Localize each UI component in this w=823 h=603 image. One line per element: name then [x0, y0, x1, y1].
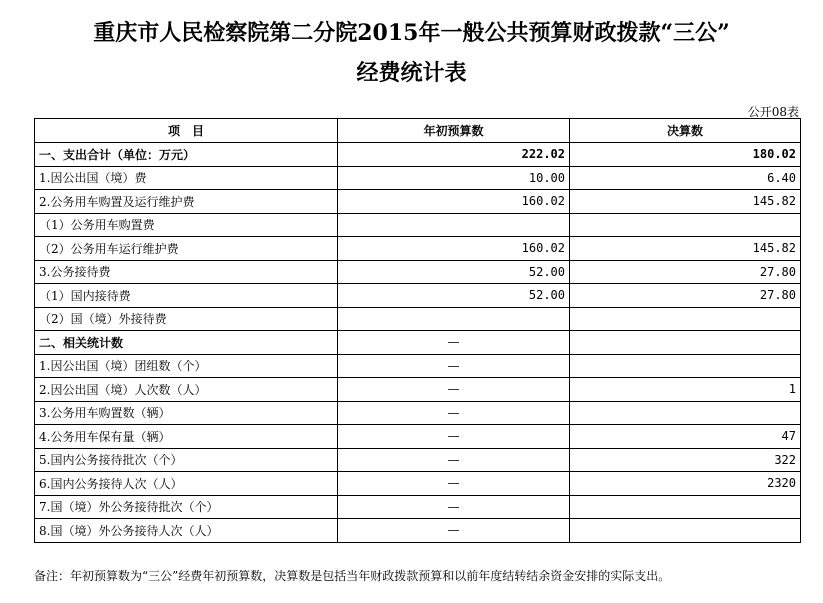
- row-final-value: 180.02: [570, 143, 801, 167]
- row-item-name: （2）国（境）外接待费: [35, 307, 338, 331]
- table-row: [35, 472, 801, 496]
- row-final-value: [570, 331, 801, 355]
- table-row: [35, 425, 801, 449]
- table-row: [35, 143, 801, 167]
- header-budget: 年初预算数: [338, 119, 570, 143]
- row-budget-value: 160.02: [338, 190, 570, 214]
- table-row: [35, 284, 801, 308]
- row-budget-value: —: [338, 331, 570, 355]
- row-final-value: [570, 354, 801, 378]
- table-row: [35, 401, 801, 425]
- row-budget-value: —: [338, 495, 570, 519]
- row-budget-value: 52.00: [338, 284, 570, 308]
- table-header-row: [35, 119, 801, 143]
- table-row: [35, 307, 801, 331]
- row-budget-value: 160.02: [338, 237, 570, 261]
- row-item-name: （1）国内接待费: [35, 284, 338, 308]
- row-item-name: 3.公务用车购置数（辆）: [35, 401, 338, 425]
- table-row: [35, 378, 801, 402]
- row-final-value: 27.80: [570, 284, 801, 308]
- row-final-value: 2320: [570, 472, 801, 496]
- row-final-value: 322: [570, 448, 801, 472]
- row-final-value: 145.82: [570, 190, 801, 214]
- table-row: [35, 237, 801, 261]
- row-budget-value: —: [338, 378, 570, 402]
- report-title-line2: 经费统计表: [356, 60, 467, 86]
- header-item: 项 目: [35, 119, 338, 143]
- row-item-name: 8.国（境）外公务接待人次（人）: [35, 519, 338, 543]
- table-row: [35, 448, 801, 472]
- row-budget-value: [338, 213, 570, 237]
- row-budget-value: —: [338, 401, 570, 425]
- table-row: [35, 166, 801, 190]
- row-item-name: （2）公务用车运行维护费: [35, 237, 338, 261]
- row-final-value: [570, 307, 801, 331]
- row-item-name: （1）公务用车购置费: [35, 213, 338, 237]
- table-tag: 公开08表: [747, 105, 799, 119]
- header-final: 决算数: [570, 119, 801, 143]
- row-final-value: [570, 401, 801, 425]
- row-budget-value: 222.02: [338, 143, 570, 167]
- table-row: [35, 190, 801, 214]
- row-item-name: 5.国内公务接待批次（个）: [35, 448, 338, 472]
- row-budget-value: —: [338, 354, 570, 378]
- row-item-name: 4.公务用车保有量（辆）: [35, 425, 338, 449]
- row-item-name: 1.因公出国（境）团组数（个）: [35, 354, 338, 378]
- row-item-name: 2.因公出国（境）人次数（人）: [35, 378, 338, 402]
- row-final-value: 47: [570, 425, 801, 449]
- row-budget-value: 52.00: [338, 260, 570, 284]
- table-row: [35, 519, 801, 543]
- row-budget-value: —: [338, 448, 570, 472]
- row-final-value: [570, 495, 801, 519]
- row-item-name: 7.国（境）外公务接待批次（个）: [35, 495, 338, 519]
- row-final-value: 1: [570, 378, 801, 402]
- row-item-name: 一、支出合计（单位：万元）: [35, 143, 338, 167]
- row-final-value: [570, 213, 801, 237]
- row-budget-value: [338, 307, 570, 331]
- row-budget-value: —: [338, 425, 570, 449]
- budget-table: [34, 118, 801, 543]
- table-row: [35, 213, 801, 237]
- table-row: [35, 260, 801, 284]
- table-row: [35, 331, 801, 355]
- row-budget-value: —: [338, 472, 570, 496]
- row-final-value: [570, 519, 801, 543]
- report-title-line1: 重庆市人民检察院第二分院2015年一般公共预算财政拨款“三公”: [93, 20, 730, 46]
- row-final-value: 145.82: [570, 237, 801, 261]
- footnote: 备注：年初预算数为“三公”经费年初预算数，决算数是包括当年财政拨款预算和以前年度结转结余资金安排的实际支出。: [34, 569, 671, 583]
- row-final-value: 27.80: [570, 260, 801, 284]
- row-item-name: 6.国内公务接待人次（人）: [35, 472, 338, 496]
- table-row: [35, 354, 801, 378]
- row-budget-value: 10.00: [338, 166, 570, 190]
- row-item-name: 3.公务接待费: [35, 260, 338, 284]
- row-item-name: 1.因公出国（境）费: [35, 166, 338, 190]
- row-item-name: 二、相关统计数: [35, 331, 338, 355]
- table-row: [35, 495, 801, 519]
- row-budget-value: —: [338, 519, 570, 543]
- row-item-name: 2.公务用车购置及运行维护费: [35, 190, 338, 214]
- row-final-value: 6.40: [570, 166, 801, 190]
